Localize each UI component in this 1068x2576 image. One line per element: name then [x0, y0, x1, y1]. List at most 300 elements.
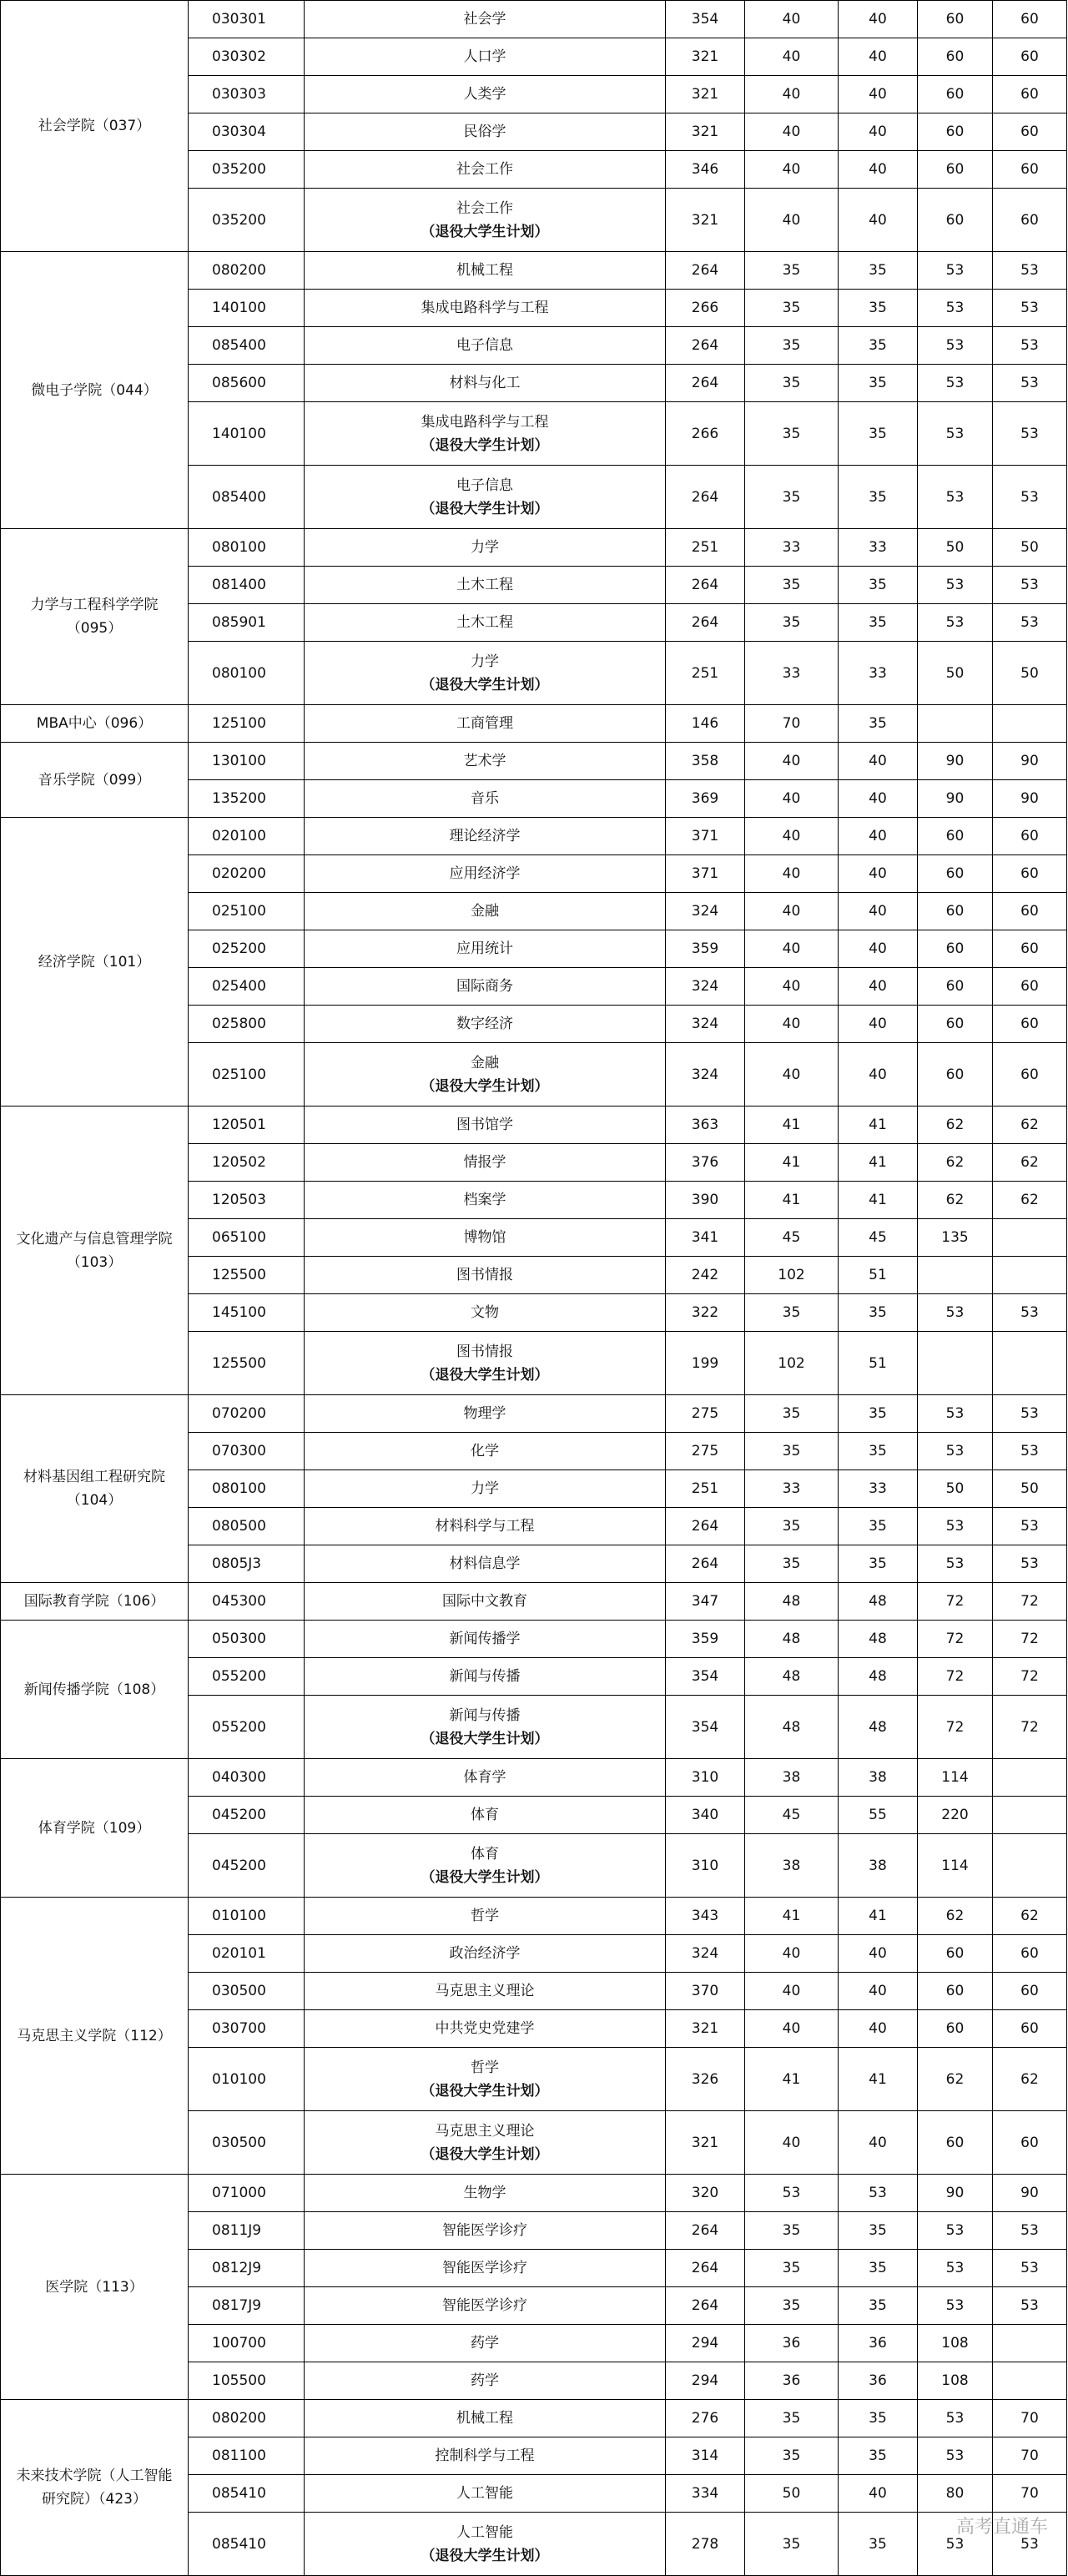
code-cell: 125100	[189, 705, 305, 743]
score-cell-total: 320	[666, 2175, 745, 2212]
code-cell: 055200	[189, 1658, 305, 1696]
major-cell	[305, 1, 666, 38]
major-cell	[305, 2513, 666, 2576]
major-name: 政治经济学	[449, 1945, 521, 1962]
score-cell-s1: 41	[745, 2048, 839, 2111]
score-cell-total: 324	[666, 968, 745, 1006]
score-cell-s4: 62	[993, 1144, 1067, 1182]
score-cell-total: 264	[666, 252, 745, 290]
table-row	[1, 1, 1067, 38]
score-cell-s4	[993, 705, 1067, 743]
score-cell-total: 278	[666, 2513, 745, 2576]
score-cell-s4	[993, 1332, 1067, 1395]
major-name: 物理学	[463, 1405, 506, 1422]
code-cell: 040300	[189, 1759, 305, 1797]
major-name: 药学	[471, 2335, 499, 2352]
code-cell: 035200	[189, 151, 305, 189]
score-cell-s2: 40	[839, 113, 918, 151]
score-cell-s4: 72	[993, 1696, 1067, 1759]
major-name: 化学	[471, 1443, 499, 1459]
plan-note: （退役大学生计划）	[421, 223, 549, 240]
score-cell-s3: 53	[918, 2212, 993, 2250]
major-name: 哲学	[471, 2059, 499, 2076]
score-cell-s3: 62	[918, 1898, 993, 1935]
score-cell-s1: 35	[745, 1433, 839, 1470]
score-cell-total: 310	[666, 1834, 745, 1898]
college-cell: MBA中心（096）	[1, 705, 189, 743]
major-cell	[305, 1332, 666, 1395]
major-cell	[305, 1696, 666, 1759]
score-cell-total: 359	[666, 930, 745, 968]
score-cell-s2: 40	[839, 893, 918, 930]
table-row	[1, 1583, 1067, 1621]
score-cell-s3: 50	[918, 642, 993, 705]
code-cell: 020100	[189, 818, 305, 855]
score-cell-s4: 53	[993, 365, 1067, 402]
score-cell-s3: 50	[918, 529, 993, 567]
code-cell: 080100	[189, 1470, 305, 1508]
code-cell: 0812J9	[189, 2250, 305, 2287]
major-name: 艺术学	[463, 753, 506, 769]
score-cell-s1: 45	[745, 1797, 839, 1834]
score-cell-s2: 33	[839, 529, 918, 567]
major-cell	[305, 1508, 666, 1545]
code-cell: 030302	[189, 38, 305, 76]
score-cell-s2: 40	[839, 1, 918, 38]
table-row	[1, 1395, 1067, 1433]
score-cell-s3: 60	[918, 76, 993, 113]
score-cell-s1: 38	[745, 1834, 839, 1898]
score-cell-s2: 41	[839, 1182, 918, 1219]
score-cell-s4: 53	[993, 402, 1067, 466]
score-cell-s2: 40	[839, 780, 918, 818]
major-name: 材料信息学	[449, 1555, 521, 1572]
score-cell-s3: 53	[918, 1545, 993, 1583]
score-cell-s3: 60	[918, 855, 993, 893]
score-cell-s1: 41	[745, 1144, 839, 1182]
score-cell-total: 363	[666, 1107, 745, 1144]
score-cell-s1: 35	[745, 365, 839, 402]
score-cell-s3: 60	[918, 893, 993, 930]
major-name: 金融	[471, 903, 499, 920]
major-name: 金融	[471, 1054, 499, 1071]
major-name: 力学	[471, 653, 499, 670]
score-cell-s3: 60	[918, 189, 993, 252]
score-cell-s1: 40	[745, 855, 839, 893]
score-cell-total: 321	[666, 38, 745, 76]
score-cell-s3: 60	[918, 1, 993, 38]
score-cell-s3: 60	[918, 2010, 993, 2048]
major-cell	[305, 151, 666, 189]
code-cell: 010100	[189, 2048, 305, 2111]
major-name: 理论经济学	[449, 828, 521, 844]
score-cell-s2: 35	[839, 2212, 918, 2250]
code-cell: 120501	[189, 1107, 305, 1144]
score-cell-s4: 53	[993, 290, 1067, 327]
score-cell-s1: 35	[745, 402, 839, 466]
score-cell-total: 371	[666, 818, 745, 855]
table-row	[1, 1759, 1067, 1797]
major-cell	[305, 1797, 666, 1834]
code-cell: 125500	[189, 1257, 305, 1294]
score-cell-s4: 62	[993, 1182, 1067, 1219]
plan-note: （退役大学生计划）	[421, 2082, 549, 2100]
score-cell-total: 264	[666, 2212, 745, 2250]
score-cell-s3: 62	[918, 2048, 993, 2111]
score-cell-total: 294	[666, 2325, 745, 2362]
score-cell-total: 264	[666, 466, 745, 529]
score-cell-s4: 53	[993, 1395, 1067, 1433]
table-row	[1, 1621, 1067, 1658]
score-cell-total: 334	[666, 2475, 745, 2513]
score-cell-s1: 40	[745, 1973, 839, 2010]
score-cell-s3: 62	[918, 1144, 993, 1182]
major-name: 电子信息	[456, 476, 513, 494]
score-cell-s1: 50	[745, 2475, 839, 2513]
plan-note: （退役大学生计划）	[421, 1366, 549, 1384]
major-cell	[305, 1219, 666, 1257]
score-cell-s4	[993, 2362, 1067, 2400]
code-cell: 120502	[189, 1144, 305, 1182]
code-cell: 105500	[189, 2362, 305, 2400]
major-name: 电子信息	[456, 337, 513, 354]
table-row	[1, 2175, 1067, 2212]
college-cell: 新闻传播学院（108）	[1, 1621, 189, 1759]
score-cell-s2: 40	[839, 38, 918, 76]
score-cell-total: 390	[666, 1182, 745, 1219]
code-cell: 0805J3	[189, 1545, 305, 1583]
major-cell	[305, 1257, 666, 1294]
major-name: 图书情报	[456, 1267, 513, 1283]
score-cell-s4: 60	[993, 2010, 1067, 2048]
major-cell	[305, 2010, 666, 2048]
score-cell-s1: 40	[745, 189, 839, 252]
code-cell: 100700	[189, 2325, 305, 2362]
watermark-text: 高考直通车	[955, 2517, 1048, 2538]
plan-note: （退役大学生计划）	[421, 1868, 549, 1886]
major-cell	[305, 2250, 666, 2287]
code-cell: 045200	[189, 1834, 305, 1898]
score-cell-s3: 135	[918, 1219, 993, 1257]
score-cell-s3: 60	[918, 1006, 993, 1043]
score-cell-s2: 48	[839, 1621, 918, 1658]
code-cell: 055200	[189, 1696, 305, 1759]
major-cell	[305, 705, 666, 743]
code-cell: 085600	[189, 365, 305, 402]
code-cell: 025200	[189, 930, 305, 968]
score-cell-total: 264	[666, 2287, 745, 2325]
score-cell-s4: 60	[993, 1, 1067, 38]
score-cell-s2: 35	[839, 252, 918, 290]
code-cell: 070300	[189, 1433, 305, 1470]
score-cell-s1: 40	[745, 893, 839, 930]
score-cell-s3: 72	[918, 1696, 993, 1759]
major-cell	[305, 76, 666, 113]
score-cell-s3: 53	[918, 604, 993, 642]
code-cell: 0817J9	[189, 2287, 305, 2325]
score-cell-total: 275	[666, 1395, 745, 1433]
score-cell-s3: 53	[918, 2250, 993, 2287]
score-cell-s4: 60	[993, 818, 1067, 855]
college-cell: 经济学院（101）	[1, 818, 189, 1107]
score-cell-s3: 53	[918, 2400, 993, 2437]
score-cell-s3: 53	[918, 327, 993, 365]
score-cell-s2: 41	[839, 1898, 918, 1935]
score-cell-s4: 53	[993, 1545, 1067, 1583]
major-cell	[305, 38, 666, 76]
code-cell: 035200	[189, 189, 305, 252]
major-cell	[305, 2400, 666, 2437]
code-cell: 080100	[189, 642, 305, 705]
score-cell-s2: 51	[839, 1257, 918, 1294]
score-cell-s4: 90	[993, 743, 1067, 780]
score-cell-s2: 40	[839, 151, 918, 189]
score-cell-s2: 40	[839, 930, 918, 968]
score-cell-s2: 38	[839, 1759, 918, 1797]
score-cell-s1: 40	[745, 1, 839, 38]
score-cell-total: 264	[666, 365, 745, 402]
major-cell	[305, 1759, 666, 1797]
major-name: 国际中文教育	[442, 1593, 527, 1610]
major-cell	[305, 529, 666, 567]
major-name: 中共党史党建学	[435, 2020, 535, 2037]
score-cell-s1: 36	[745, 2362, 839, 2400]
major-name: 体育	[471, 1807, 499, 1823]
major-name: 体育	[471, 1845, 499, 1863]
major-name: 应用统计	[456, 940, 513, 957]
score-cell-total: 242	[666, 1257, 745, 1294]
score-cell-s2: 40	[839, 855, 918, 893]
plan-note: （退役大学生计划）	[421, 676, 549, 693]
score-cell-s2: 38	[839, 1834, 918, 1898]
score-cell-s3: 90	[918, 2175, 993, 2212]
score-cell-s4: 60	[993, 76, 1067, 113]
score-cell-total: 199	[666, 1332, 745, 1395]
score-cell-s4: 90	[993, 2175, 1067, 2212]
code-cell: 050300	[189, 1621, 305, 1658]
score-cell-s2: 40	[839, 2010, 918, 2048]
major-cell	[305, 1006, 666, 1043]
score-cell-s2: 35	[839, 2250, 918, 2287]
score-cell-s1: 35	[745, 1294, 839, 1332]
score-cell-s2: 35	[839, 1294, 918, 1332]
score-cell-s4: 60	[993, 1935, 1067, 1973]
major-cell	[305, 1433, 666, 1470]
score-cell-s1: 35	[745, 2437, 839, 2475]
score-cell-s1: 53	[745, 2175, 839, 2212]
score-cell-s1: 40	[745, 743, 839, 780]
code-cell: 085410	[189, 2513, 305, 2576]
plan-note: （退役大学生计划）	[421, 2145, 549, 2163]
code-cell: 045300	[189, 1583, 305, 1621]
score-cell-s4: 53	[993, 466, 1067, 529]
major-cell	[305, 327, 666, 365]
major-name: 力学	[471, 1480, 499, 1497]
code-cell: 070200	[189, 1395, 305, 1433]
major-name: 人口学	[463, 48, 506, 65]
college-cell: 体育学院（109）	[1, 1759, 189, 1898]
college-cell: 音乐学院（099）	[1, 743, 189, 818]
score-cell-s3: 60	[918, 113, 993, 151]
score-cell-s4: 62	[993, 1107, 1067, 1144]
score-cell-s1: 33	[745, 529, 839, 567]
score-cell-s4: 53	[993, 1433, 1067, 1470]
major-name: 社会学	[463, 11, 506, 28]
major-cell	[305, 604, 666, 642]
score-cell-s1: 40	[745, 1043, 839, 1107]
major-name: 控制科学与工程	[435, 2447, 535, 2464]
score-cell-s1: 35	[745, 2400, 839, 2437]
score-cell-s2: 36	[839, 2362, 918, 2400]
score-cell-s4: 90	[993, 780, 1067, 818]
score-cell-s4: 53	[993, 604, 1067, 642]
major-cell	[305, 2475, 666, 2513]
major-name: 图书馆学	[456, 1117, 513, 1133]
major-cell	[305, 1583, 666, 1621]
major-name: 土木工程	[456, 577, 513, 593]
major-cell	[305, 365, 666, 402]
score-cell-s3	[918, 705, 993, 743]
major-cell	[305, 1834, 666, 1898]
table-row	[1, 743, 1067, 780]
college-cell: 社会学院（037）	[1, 1, 189, 252]
score-cell-total: 264	[666, 1545, 745, 1583]
major-cell	[305, 893, 666, 930]
major-cell	[305, 1107, 666, 1144]
score-cell-s4: 72	[993, 1658, 1067, 1696]
score-cell-s1: 35	[745, 604, 839, 642]
code-cell: 080500	[189, 1508, 305, 1545]
score-cell-s2: 48	[839, 1658, 918, 1696]
score-cell-s1: 35	[745, 1545, 839, 1583]
score-cell-total: 294	[666, 2362, 745, 2400]
plan-note: （退役大学生计划）	[421, 1730, 549, 1747]
score-cell-total: 324	[666, 1935, 745, 1973]
score-cell-s2: 35	[839, 1433, 918, 1470]
score-cell-s4: 53	[993, 252, 1067, 290]
code-cell: 025100	[189, 893, 305, 930]
major-cell	[305, 818, 666, 855]
code-cell: 030500	[189, 1973, 305, 2010]
code-cell: 125500	[189, 1332, 305, 1395]
score-cell-s2: 40	[839, 2111, 918, 2175]
score-cell-total: 370	[666, 1973, 745, 2010]
score-cell-s4: 60	[993, 1973, 1067, 2010]
major-name: 机械工程	[456, 262, 513, 279]
score-cell-total: 251	[666, 642, 745, 705]
score-cell-s3: 60	[918, 151, 993, 189]
score-cell-s2: 35	[839, 567, 918, 604]
score-cell-s2: 35	[839, 327, 918, 365]
score-cell-s3: 53	[918, 1395, 993, 1433]
score-cell-total: 264	[666, 567, 745, 604]
score-cell-s4: 53	[993, 1508, 1067, 1545]
major-name: 马克思主义理论	[435, 2122, 535, 2140]
score-cell-s1: 33	[745, 642, 839, 705]
score-cell-s4	[993, 1834, 1067, 1898]
major-name: 人工智能	[456, 2523, 513, 2541]
major-name: 民俗学	[463, 124, 506, 140]
score-cell-s4: 60	[993, 1006, 1067, 1043]
score-cell-s3	[918, 1332, 993, 1395]
major-cell	[305, 930, 666, 968]
college-cell: 马克思主义学院（112）	[1, 1898, 189, 2175]
college-cell: 力学与工程科学学院（095）	[1, 529, 189, 705]
code-cell: 130100	[189, 743, 305, 780]
major-name: 生物学	[463, 2185, 506, 2201]
major-cell	[305, 2287, 666, 2325]
score-cell-s3: 90	[918, 743, 993, 780]
score-cell-s3: 60	[918, 38, 993, 76]
major-name: 人类学	[463, 86, 506, 103]
major-cell	[305, 466, 666, 529]
code-cell: 085400	[189, 466, 305, 529]
score-cell-s1: 35	[745, 466, 839, 529]
score-cell-s2: 35	[839, 402, 918, 466]
score-cell-s4: 72	[993, 1583, 1067, 1621]
score-cell-s4	[993, 2325, 1067, 2362]
score-cell-total: 310	[666, 1759, 745, 1797]
score-cell-total: 251	[666, 1470, 745, 1508]
score-cell-s1: 36	[745, 2325, 839, 2362]
score-cell-s1: 102	[745, 1257, 839, 1294]
major-name: 人工智能	[456, 2485, 513, 2502]
score-cell-s1: 40	[745, 780, 839, 818]
code-cell: 025100	[189, 1043, 305, 1107]
major-cell	[305, 290, 666, 327]
score-cell-s1: 40	[745, 38, 839, 76]
major-cell	[305, 189, 666, 252]
score-cell-s4	[993, 1759, 1067, 1797]
code-cell: 120503	[189, 1182, 305, 1219]
plan-note: （退役大学生计划）	[421, 500, 549, 517]
score-cell-s3: 53	[918, 2513, 993, 2576]
code-cell: 010100	[189, 1898, 305, 1935]
major-name: 音乐	[471, 790, 499, 807]
score-cell-s2: 53	[839, 2175, 918, 2212]
major-cell	[305, 1144, 666, 1182]
score-cell-s4: 60	[993, 2111, 1067, 2175]
college-cell: 文化遗产与信息管理学院（103）	[1, 1107, 189, 1395]
plan-note: （退役大学生计划）	[421, 1077, 549, 1095]
score-cell-s1: 40	[745, 818, 839, 855]
plan-note: （退役大学生计划）	[421, 2547, 549, 2564]
score-cell-s2: 35	[839, 466, 918, 529]
major-name: 工商管理	[456, 715, 513, 732]
score-cell-s2: 48	[839, 1696, 918, 1759]
major-name: 国际商务	[456, 978, 513, 995]
score-cell-total: 321	[666, 76, 745, 113]
score-cell-s4: 70	[993, 2400, 1067, 2437]
major-name: 新闻与传播	[449, 1706, 521, 1724]
score-cell-total: 376	[666, 1144, 745, 1182]
score-cell-s2: 35	[839, 2287, 918, 2325]
major-name: 机械工程	[456, 2410, 513, 2427]
score-cell-s3: 114	[918, 1834, 993, 1898]
major-cell	[305, 855, 666, 893]
major-name: 社会工作	[456, 199, 513, 217]
score-cell-total: 321	[666, 113, 745, 151]
score-cell-s4: 62	[993, 1898, 1067, 1935]
score-cell-s2: 40	[839, 1043, 918, 1107]
score-cell-total: 340	[666, 1797, 745, 1834]
score-cell-total: 275	[666, 1433, 745, 1470]
score-cell-s1: 35	[745, 290, 839, 327]
score-cell-s2: 45	[839, 1219, 918, 1257]
table-row	[1, 705, 1067, 743]
major-cell	[305, 1658, 666, 1696]
score-cell-s1: 70	[745, 705, 839, 743]
